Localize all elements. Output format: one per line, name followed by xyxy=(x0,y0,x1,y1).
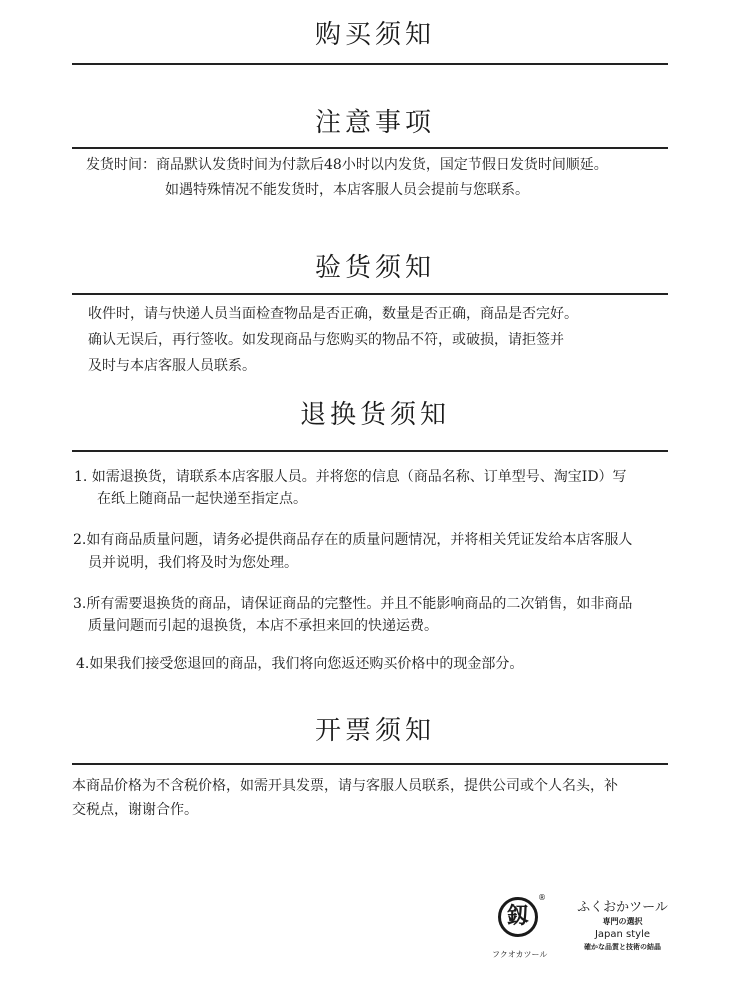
returns-item-1-line-2: 在纸上随商品一起快递至指定点。 xyxy=(97,491,307,507)
returns-title: 退换货须知 xyxy=(299,400,450,430)
brand-english: Japan style xyxy=(594,929,651,940)
returns-item-1-line-1: 1. 如需退换货，请联系本店客服人员。并将您的信息（商品名称、订单型号、淘宝ID）写 xyxy=(74,469,627,485)
returns-item-3-line-2: 质量问题而引起的退换货，本店不承担来回的快递运费。 xyxy=(88,618,438,634)
registered-mark: ® xyxy=(538,893,546,902)
brand-sub: 専門の選択 xyxy=(602,917,643,926)
brand-logo xyxy=(492,893,552,963)
returns-item-2-line-1: 2.如有商品质量问题，请务必提供商品存在的质量问题情况，并将相关凭证发给本店客服人 xyxy=(73,532,633,548)
seal-icon: 釼 xyxy=(498,897,538,937)
invoice-line-2: 交税点，谢谢合作。 xyxy=(72,802,198,818)
returns-item-3-line-1: 3.所有需要退换货的商品，请保证商品的完整性。并且不能影响商品的二次销售，如非商品 xyxy=(73,596,633,612)
returns-divider xyxy=(72,450,668,452)
inspection-line-2: 确认无误后，再行签收。如发现商品与您购买的物品不符，或破损，请拒签并 xyxy=(88,332,564,348)
brand-tagline: 確かな品質と技術の結晶 xyxy=(584,943,661,951)
brand-kana: ふくおかツール xyxy=(577,900,668,915)
inspection-line-1: 收件时，请与快递人员当面检查物品是否正确，数量是否正确，商品是否完好。 xyxy=(88,306,578,322)
brand-text-block xyxy=(565,900,680,953)
notice-title: 注意事项 xyxy=(314,108,435,138)
invoice-title: 开票须知 xyxy=(314,716,435,746)
logo-kana: フクオカツール xyxy=(492,950,548,959)
purchase-divider xyxy=(72,63,668,65)
purchase-title: 购买须知 xyxy=(314,20,435,50)
notice-divider xyxy=(72,147,668,149)
inspection-line-3: 及时与本店客服人员联系。 xyxy=(88,358,256,374)
notice-line-1: 发货时间：商品默认发货时间为付款后48小时以内发货，国定节假日发货时间顺延。 xyxy=(86,157,608,173)
inspection-title: 验货须知 xyxy=(314,253,435,283)
inspection-divider xyxy=(72,293,668,295)
invoice-line-1: 本商品价格为不含税价格，如需开具发票，请与客服人员联系，提供公司或个人名头，补 xyxy=(72,778,618,794)
returns-item-4-line-1: 4.如果我们接受您退回的商品，我们将向您返还购买价格中的现金部分。 xyxy=(76,656,524,672)
returns-item-2-line-2: 员并说明，我们将及时为您处理。 xyxy=(88,555,298,571)
invoice-divider xyxy=(72,763,668,765)
notice-line-2: 如遇特殊情况不能发货时，本店客服人员会提前与您联系。 xyxy=(165,182,529,198)
